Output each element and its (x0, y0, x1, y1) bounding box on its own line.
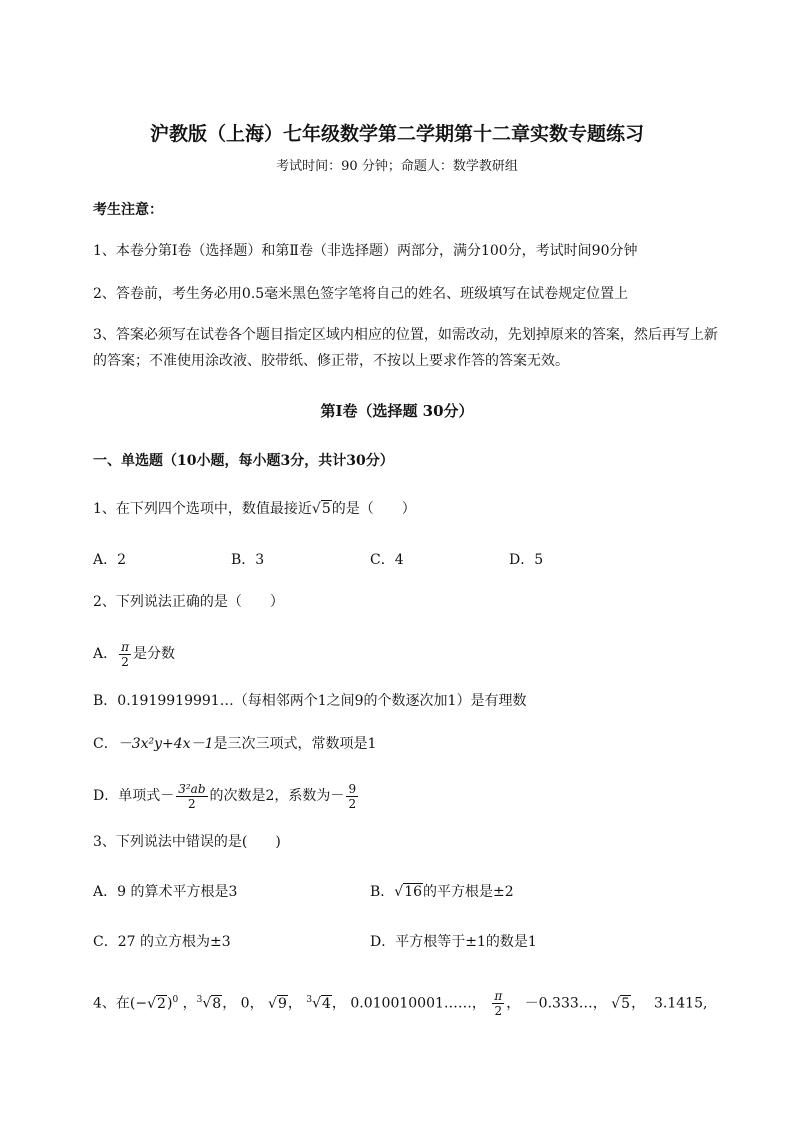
question-3-option-b[interactable]: B．√16的平方根是±2 (370, 884, 514, 900)
exam-subtitle: 考试时间：90 分钟；命题人：数学教研组 (276, 159, 518, 174)
fraction: $\frac{\pi}{2}$ (121, 639, 130, 669)
question-1-option-c[interactable]: C．4 (370, 552, 404, 568)
question-2-option-a[interactable]: A． $\frac{\pi}{2}$ 是分数 (93, 639, 176, 669)
sqrt-icon: √5 (311, 501, 331, 517)
cube-root-icon: $^3$√4 (306, 995, 331, 1012)
question-3-option-a[interactable]: A．9 的算术平方根是3 (93, 884, 238, 900)
question-3-option-c[interactable]: C．27 的立方根为±3 (93, 934, 231, 950)
question-1-option-a[interactable]: A．2 (93, 552, 127, 568)
notice-item-3-cont: 的答案；不准使用涂改液、胶带纸、修正带，不按以上要求作答的答案无效。 (93, 353, 569, 369)
question-2-option-c[interactable]: C．－3x²y+4x－1是三次三项式，常数项是1 (93, 736, 377, 752)
sqrt-icon: √9 (268, 995, 287, 1012)
sqrt-icon: √16 (394, 884, 423, 900)
question-1-option-d[interactable]: D．5 (509, 552, 544, 568)
part-title: 一、单选题（10小题，每小题3分，共计30分） (93, 453, 394, 469)
notice-item-2: 2、答卷前，考生务必用0.5毫米黑色签字笔将自己的姓名、班级填写在试卷规定位置上 (93, 286, 629, 302)
question-4-stem: 4、在$(-√2)^0$ ，$^3$√8， 0， √9， $^3$√4， 0.010010001……， $\frac{\pi}{2}$ ， －0.333…， √5， 3.1415, (93, 982, 707, 1022)
question-1-option-b[interactable]: B．3 (231, 552, 265, 568)
exam-title: 沪教版（上海）七年级数学第二学期第十二章实数专题练习 (149, 123, 644, 145)
sqrt-icon: √5 (611, 995, 631, 1012)
fraction: $\frac{\pi}{2}$ (494, 989, 503, 1019)
sqrt-icon: √2 (147, 995, 166, 1012)
notice-item-3: 3、答案必须写在试卷各个题目指定区域内相应的位置，如需改动，先划掉原来的答案，然后再写上新 (93, 327, 718, 343)
cube-root-icon: $^3$√8 (196, 995, 222, 1012)
question-2-option-d[interactable]: D．单项式－ $\frac{\text{3²ab}}{2}$ 的次数是2，系数为－ $\frac{9}{2}$ (93, 781, 357, 811)
notice-heading: 考生注意： (93, 202, 163, 218)
question-1-stem: 1、在下列四个选项中，数值最接近√5的是（ ） (93, 501, 416, 517)
question-2-option-b[interactable]: B．0.1919919991…（每相邻两个1之间9的个数逐次加1）是有理数 (93, 693, 527, 709)
section-title: 第I卷（选择题 30分） (320, 402, 474, 420)
question-3-option-d[interactable]: D．平方根等于±1的数是1 (370, 934, 537, 950)
question-2-stem: 2、下列说法正确的是（ ） (93, 594, 284, 610)
question-3-stem: 3、下列说法中错误的是( ) (93, 834, 281, 850)
fraction: $\frac{\text{3²ab}}{2}$ (178, 781, 206, 811)
notice-item-1: 1、本卷分第I卷（选择题）和第Ⅱ卷（非选择题）两部分，满分100分，考试时间90分钟 (93, 243, 638, 259)
fraction: $\frac{9}{2}$ (348, 781, 357, 811)
